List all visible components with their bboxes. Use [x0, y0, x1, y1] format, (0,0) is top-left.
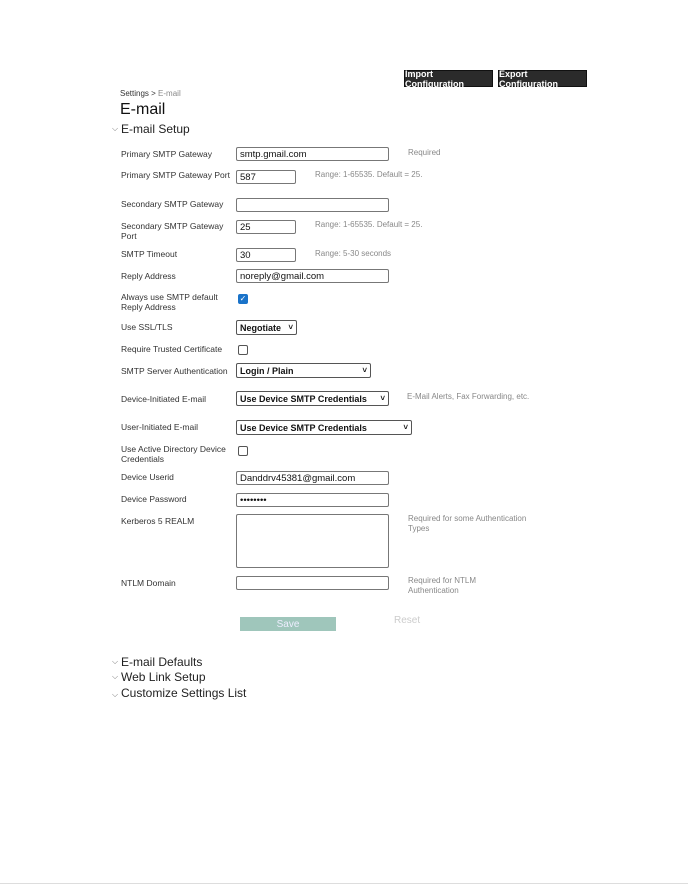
secondary-port-label: Secondary SMTP Gateway Port [121, 221, 224, 241]
timeout-input[interactable] [236, 248, 296, 262]
primary-gateway-input[interactable] [236, 147, 389, 161]
primary-gateway-label: Primary SMTP Gateway [121, 149, 213, 159]
import-configuration-button[interactable]: Import Configuration [404, 70, 493, 87]
auth-select-value: Login / Plain [240, 365, 294, 376]
section-web-link-label: Web Link Setup [121, 670, 206, 684]
user-email-select-value: Use Device SMTP Credentials [240, 422, 367, 433]
save-button[interactable]: Save [240, 617, 336, 631]
timeout-label: SMTP Timeout [121, 249, 178, 259]
secondary-port-hint: Range: 1-65535. Default = 25. [315, 220, 423, 229]
secondary-port-input[interactable] [236, 220, 296, 234]
primary-port-hint: Range: 1-65535. Default = 25. [315, 170, 423, 179]
section-email-defaults[interactable] [112, 655, 202, 669]
secondary-gateway-label: Secondary SMTP Gateway [121, 199, 224, 209]
primary-port-label: Primary SMTP Gateway Port [121, 170, 230, 180]
chevron-down-icon: ⌵ [112, 672, 119, 681]
page-divider [0, 883, 688, 884]
kerberos-textarea[interactable] [236, 514, 389, 568]
user-email-label: User-Initiated E-mail [121, 422, 198, 432]
reply-address-label: Reply Address [121, 271, 176, 281]
section-customize-label: Customize Settings List [121, 686, 247, 700]
primary-port-input[interactable] [236, 170, 296, 184]
kerberos-hint: Required for some Authentication Types [408, 514, 527, 533]
reset-button[interactable]: Reset [394, 615, 421, 626]
kerberos-label: Kerberos 5 REALM [121, 516, 195, 526]
section-email-setup-label: E-mail Setup [121, 122, 190, 136]
breadcrumb-settings-link[interactable]: Settings [120, 89, 149, 98]
ad-credentials-checkbox[interactable] [238, 446, 248, 456]
password-input[interactable] [236, 493, 389, 507]
reply-address-input[interactable] [236, 269, 389, 283]
chevron-down-icon: ⌵ [112, 124, 119, 133]
secondary-gateway-input[interactable] [236, 198, 389, 212]
chevron-down-icon: ⌵ [112, 690, 119, 699]
primary-gateway-hint: Required [408, 148, 441, 157]
breadcrumb-current: E-mail [158, 89, 181, 98]
ssl-label: Use SSL/TLS [121, 322, 173, 332]
userid-input[interactable] [236, 471, 389, 485]
password-label: Device Password [121, 494, 187, 504]
trusted-cert-checkbox[interactable] [238, 345, 248, 355]
section-email-defaults-label: E-mail Defaults [121, 655, 203, 669]
chevron-down-icon: ⌵ [112, 657, 119, 666]
device-email-select[interactable] [236, 391, 389, 406]
ssl-select-value: Negotiate [240, 322, 282, 333]
device-email-select-value: Use Device SMTP Credentials [240, 393, 367, 404]
chevron-down-icon: ˅ [362, 366, 367, 375]
ntlm-label: NTLM Domain [121, 578, 176, 588]
always-default-label: Always use SMTP default Reply Address [121, 292, 218, 312]
section-web-link-setup[interactable] [112, 670, 206, 684]
device-email-hint: E-Mail Alerts, Fax Forwarding, etc. [407, 392, 530, 401]
ntlm-input[interactable] [236, 576, 389, 590]
auth-select[interactable] [236, 363, 371, 378]
userid-label: Device Userid [121, 472, 174, 482]
chevron-down-icon: ˅ [380, 394, 385, 403]
section-customize-settings[interactable] [112, 686, 247, 700]
always-default-checkbox[interactable]: ✓ [239, 294, 247, 303]
section-email-setup[interactable] [112, 122, 190, 136]
ssl-select[interactable] [236, 320, 297, 335]
ad-credentials-label: Use Active Directory Device Credentials [121, 444, 226, 464]
chevron-down-icon: ˅ [288, 323, 293, 332]
trusted-cert-label: Require Trusted Certificate [121, 344, 223, 354]
ntlm-hint: Required for NTLM Authentication [408, 576, 477, 595]
timeout-hint: Range: 5-30 seconds [315, 249, 392, 258]
device-email-label: Device-Initiated E-mail [121, 394, 207, 404]
user-email-select[interactable] [236, 420, 412, 435]
breadcrumb-separator: > [151, 89, 156, 98]
page-title: E-mail [120, 101, 166, 118]
breadcrumb [120, 89, 181, 98]
chevron-down-icon: ˅ [403, 423, 408, 432]
export-configuration-button[interactable]: Export Configuration [498, 70, 587, 87]
auth-label: SMTP Server Authentication [121, 366, 228, 376]
